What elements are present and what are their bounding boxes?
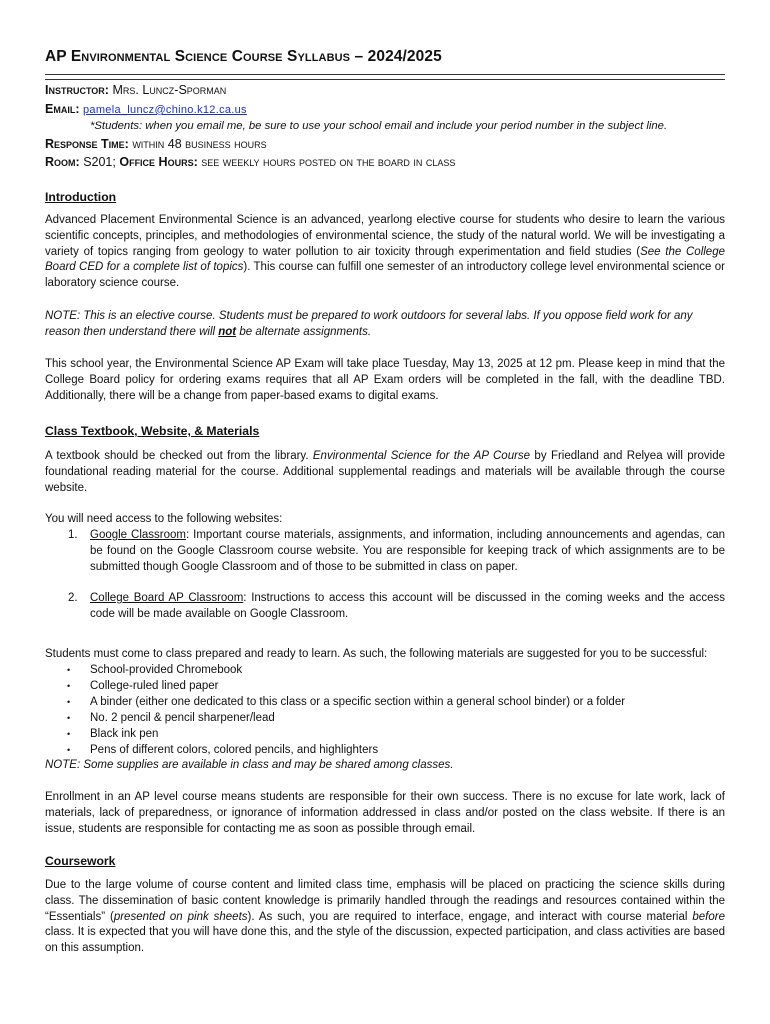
emphasis-not: not [218,325,237,338]
coursework-paragraph: Due to the large volume of course content and limited class time, emphasis will be placed on practicing the science skills during class. The dissemination of basic content knowledge is primarily handled through the readings and resources contained within the “Essentials” (presented on pink sheets). As such, you are required to interface, engage, and interact with course material before class. It is expected that you will have done this, and the style of the discussion, expected participation, and class activities are based on this assumption. [45,879,725,955]
elective-note: NOTE: This is an elective course. Students must be prepared to work outdoors for several labs. If you oppose field work for any reason then understand there will not be alternate assignments. [45,310,693,338]
list-item: • Black ink pen [67,727,159,740]
materials-intro: Students must come to class prepared and ready to learn. As such, the following materials are suggested for you to be successful: [45,648,708,660]
textbook-paragraph: A textbook should be checked out from the library. Environmental Science for the AP Course by Friedland and Relyea will provide foundational reading material for the course. Additional supplemental readings and materials will be available through the course website. [45,450,725,494]
email-line [45,102,247,116]
list-item: • College-ruled lined paper [67,679,219,692]
room-label: Room: [45,155,80,169]
instructor-value: Mrs. Luncz-Sporman [112,83,227,97]
intro-heading: Introduction [45,190,117,204]
intro-paragraph: Advanced Placement Environmental Science is an advanced, yearlong elective course for students who desire to learn the various scientific concepts, principles, and methodologies of environmental science, the study of the natural world. We will be investigating a variety of topics ranging from geology to water pollution to air toxicity through experimentation and field studies (See the College Board CED for a complete list of topics). This course can fulfill one semester of an introductory college level environmental science or laboratory science course. [45,214,725,290]
list-item: • Pens of different colors, colored pencils, and highlighters [67,743,379,756]
google-classroom-link[interactable]: Google Classroom [90,529,186,541]
response-line [45,137,267,151]
list-item: • School-provided Chromebook [67,664,243,676]
email-label: Email: [45,102,80,116]
room-value: S201; [83,155,116,169]
instructor-line [45,83,226,97]
instructor-label: Instructor: [45,83,109,97]
email-link[interactable]: pamela_luncz@chino.k12.ca.us [82,104,247,116]
exam-paragraph: This school year, the Environmental Science AP Exam will take place Tuesday, May 13, 2025 at 12 pm. Please keep in mind that the College Board policy for ordering exams requires that all AP Exam orders will be completed in the fall, with the deadline TBD. Additionally, there will be a change from paper-based exams to digital exams. [45,358,725,402]
supplies-note: NOTE: Some supplies are available in class and may be shared among classes. [45,759,454,771]
title-divider-top [45,74,725,75]
list-item: • A binder (either one dedicated to this class or a specific section within a general school binder) or a folder [67,695,626,708]
enrollment-paragraph: Enrollment in an AP level course means students are responsible for their own success. There is no excuse for late work, lack of materials, lack of preparedness, or ignorance of information addressed in class and/or posted on the class website. If there is an issue, students are responsible for contacting me as soon as possible through email. [45,791,725,835]
response-value: within 48 business hours [132,137,267,151]
ap-classroom-link[interactable]: College Board AP Classroom [90,592,244,604]
title-divider-bottom [45,79,725,80]
materials-list [45,663,725,758]
page-title: AP Environmental Science Course Syllabus – 2024/2025 [45,48,442,65]
list-item: • No. 2 pencil & pencil sharpener/lead [67,711,275,724]
office-hours-label: Office Hours: [119,155,198,169]
coursework-heading: Coursework [45,854,116,868]
textbook-heading: Class Textbook, Website, & Materials [45,424,260,438]
office-hours-value: see weekly hours posted on the board in class [201,155,456,169]
list-item-google-classroom: 1. Google Classroom: Important course materials, assignments, and information, including announcements and agendas, can be found on the Google Classroom course website. You are responsible for keeping track of which assignments are to be submitted though Google Classroom and of those to be submitted in class on paper. [68,529,725,573]
response-label: Response Time: [45,137,129,151]
websites-intro: You will need access to the following websites: [45,513,283,525]
room-line [45,155,455,169]
list-item-ap-classroom: 2. College Board AP Classroom: Instructions to access this account will be discussed in the coming weeks and the access code will be made available on Google Classroom. [68,592,725,620]
email-note: *Students: when you email me, be sure to use your school email and include your period number in the subject line. [90,120,668,132]
